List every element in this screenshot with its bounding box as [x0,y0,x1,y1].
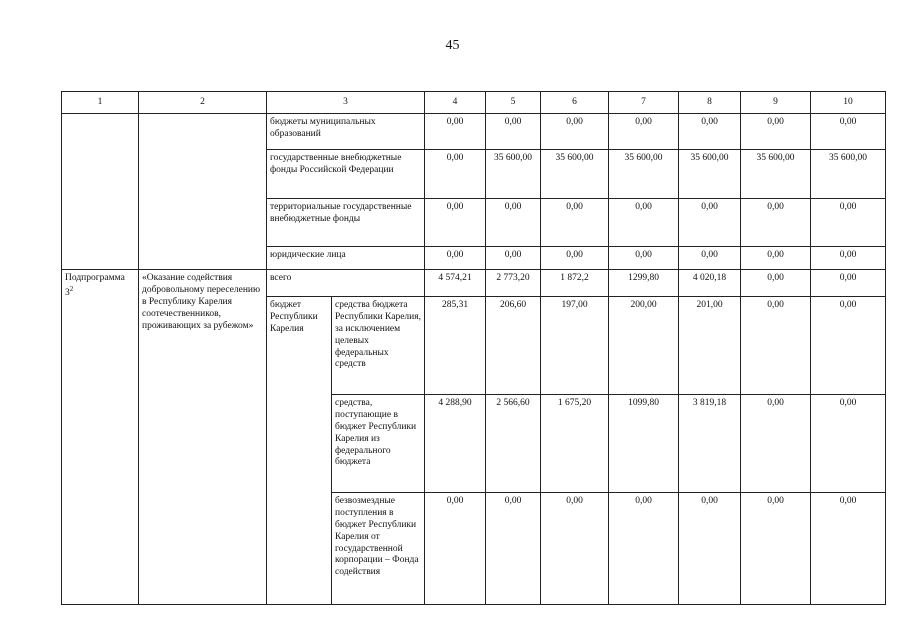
page-number: 45 [445,38,460,53]
column-number-header [62,92,886,114]
header-cell: 4 [425,92,486,114]
budget-table [61,91,886,605]
value-cell: 0,00 [541,493,609,605]
value-cell: 35 600,00 [679,150,741,199]
total-label: всего [267,270,425,297]
value-cell: 0,00 [679,493,741,605]
value-cell: 0,00 [609,247,679,270]
value-cell: 2 773,20 [486,270,541,297]
header-cell: 3 [267,92,425,114]
table-row [62,270,886,297]
budget-group-label: бюджет Республики Карелия [267,297,332,605]
source-label: бюджеты муниципальных образований [267,114,425,150]
header-cell: 2 [139,92,267,114]
footnote-mark: 2 [69,284,74,293]
source-label: государственные внебюджетные фонды Российской Федерации [267,150,425,199]
value-cell: 285,31 [425,297,486,395]
header-cell: 6 [541,92,609,114]
value-cell: 35 600,00 [609,150,679,199]
value-cell: 0,00 [541,114,609,150]
empty-cell [139,114,267,270]
header-cell: 7 [609,92,679,114]
value-cell: 0,00 [811,297,886,395]
value-cell: 206,60 [486,297,541,395]
value-cell: 0,00 [811,270,886,297]
value-cell: 0,00 [811,199,886,247]
header-cell: 5 [486,92,541,114]
value-cell: 0,00 [741,114,811,150]
header-cell: 10 [811,92,886,114]
value-cell: 0,00 [486,247,541,270]
value-cell: 35 600,00 [541,150,609,199]
value-cell: 0,00 [741,493,811,605]
value-cell: 0,00 [811,247,886,270]
value-cell: 0,00 [679,247,741,270]
value-cell: 1 872,2 [541,270,609,297]
subprogram-name [62,270,139,605]
value-cell: 200,00 [609,297,679,395]
value-cell: 0,00 [811,395,886,493]
subprogram-prefix: Подпрограмма 3 [65,273,125,299]
table-row [62,114,886,150]
value-cell: 35 600,00 [486,150,541,199]
empty-cell [62,114,139,270]
value-cell: 0,00 [741,270,811,297]
value-cell: 0,00 [741,297,811,395]
value-cell: 0,00 [425,114,486,150]
value-cell: 1 675,20 [541,395,609,493]
value-cell: 0,00 [741,395,811,493]
subprogram-title: «Оказание содействия добровольному переселению в Республику Карелия соотечественников, проживающих за рубежом» [139,270,267,605]
value-cell: 1099,80 [609,395,679,493]
header-cell: 1 [62,92,139,114]
value-cell: 4 574,21 [425,270,486,297]
value-cell: 0,00 [541,199,609,247]
source-label: юридические лица [267,247,425,270]
value-cell: 2 566,60 [486,395,541,493]
value-cell: 201,00 [679,297,741,395]
value-cell: 0,00 [609,114,679,150]
value-cell: 0,00 [811,493,886,605]
value-cell: 0,00 [425,247,486,270]
value-cell: 0,00 [486,199,541,247]
value-cell: 0,00 [741,247,811,270]
source-label: территориальные государственные внебюджетные фонды [267,199,425,247]
value-cell: 0,00 [486,493,541,605]
value-cell: 4 020,18 [679,270,741,297]
value-cell: 3 819,18 [679,395,741,493]
value-cell: 197,00 [541,297,609,395]
source-label: средства, поступающие в бюджет Республики Карелия из федерального бюджета [332,395,425,493]
value-cell: 0,00 [425,199,486,247]
value-cell: 0,00 [679,199,741,247]
value-cell: 35 600,00 [741,150,811,199]
value-cell: 0,00 [679,114,741,150]
value-cell: 0,00 [486,114,541,150]
source-label: безвозмездные поступления в бюджет Республики Карелия от государственной корпорации – Фонда содействия [332,493,425,605]
value-cell: 0,00 [609,199,679,247]
value-cell: 0,00 [541,247,609,270]
value-cell: 4 288,90 [425,395,486,493]
value-cell: 0,00 [811,114,886,150]
value-cell: 1299,80 [609,270,679,297]
header-cell: 8 [679,92,741,114]
value-cell: 0,00 [609,493,679,605]
value-cell: 35 600,00 [811,150,886,199]
source-label: средства бюджета Республики Карелия, за исключением целевых федеральных средств [332,297,425,395]
value-cell: 0,00 [741,199,811,247]
value-cell: 0,00 [425,150,486,199]
value-cell: 0,00 [425,493,486,605]
header-cell: 9 [741,92,811,114]
